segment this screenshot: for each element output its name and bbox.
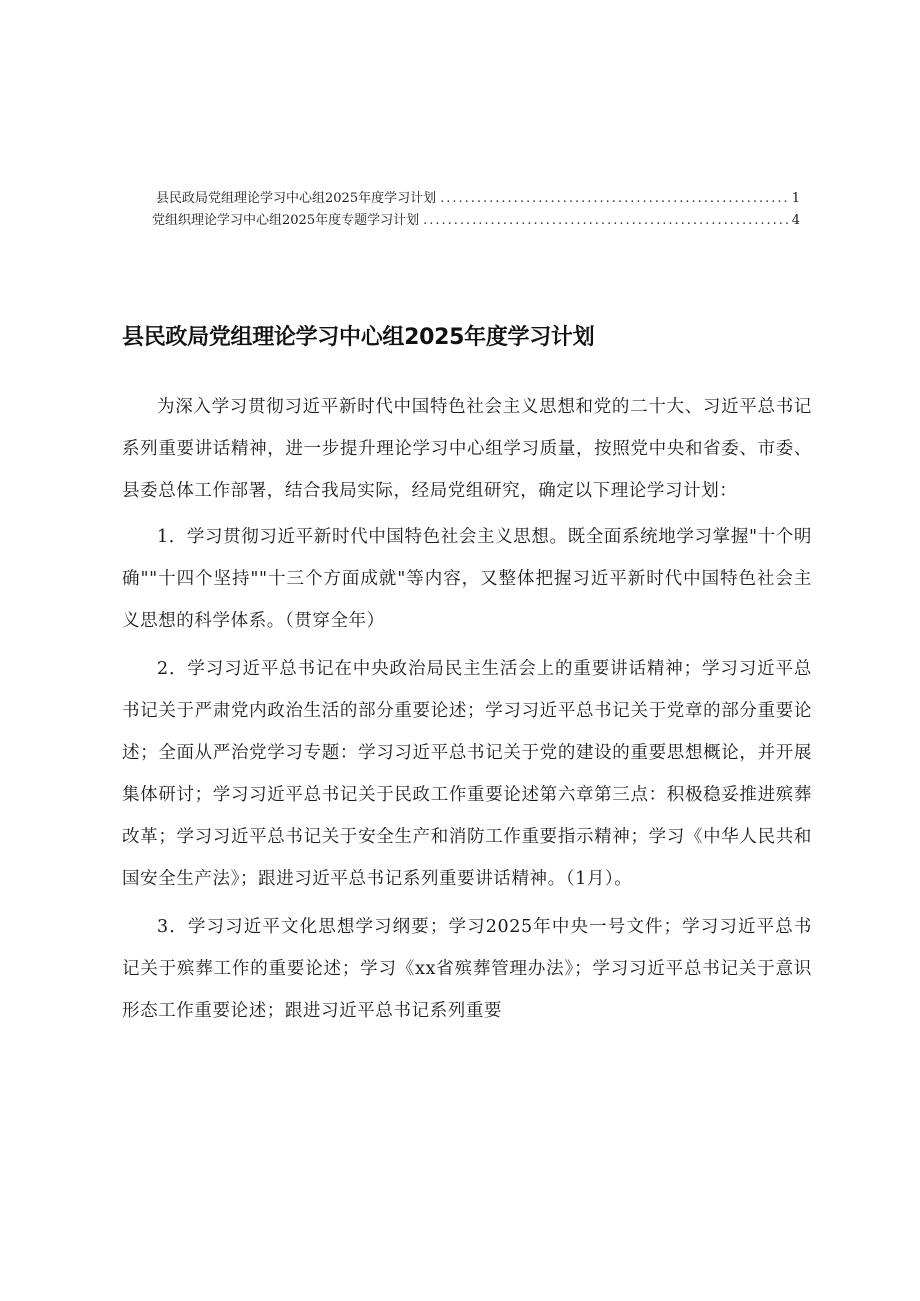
toc-entry-title: 县民政局党组理论学习中心组2025年度学习计划	[156, 191, 437, 206]
plan-item-1: 1．学习贯彻习近平新时代中国特色社会主义思想。既全面系统地学习掌握"十个明确""十四个坚持""十三个方面成就"等内容，又整体把握习近平新时代中国特色社会主义思想的科学体系。（贯穿全年）	[122, 527, 812, 631]
document-body	[122, 386, 812, 1038]
toc-entry[interactable]	[152, 188, 800, 210]
toc-entry[interactable]	[152, 210, 800, 232]
toc-leader-dots	[423, 210, 788, 232]
toc-leader-dots	[440, 188, 788, 210]
toc-entry-page: 4	[791, 213, 800, 228]
toc-entry-page: 1	[791, 191, 800, 206]
table-of-contents	[152, 188, 800, 232]
toc-entry-title: 党组织理论学习中心组2025年度专题学习计划	[152, 213, 420, 228]
document-title: 县民政局党组理论学习中心组2025年度学习计划	[122, 325, 595, 350]
plan-item-3: 3．学习习近平文化思想学习纲要；学习2025年中央一号文件；学习习近平总书记关于殡葬工作的重要论述；学习《xx省殡葬管理办法》；学习习近平总书记关于意识形态工作重要论述；跟进习近平总书记系列重要	[122, 917, 812, 1021]
plan-item-2: 2．学习习近平总书记在中央政治局民主生活会上的重要讲话精神；学习习近平总书记关于严肃党内政治生活的部分重要论述；学习习近平总书记关于党章的部分重要论述；全面从严治党学习专题：学习习近平总书记关于党的建设的重要思想概论，并开展集体研讨；学习习近平总书记关于民政工作重要论述第六章第三点：积极稳妥推进殡葬改革；学习习近平总书记关于安全生产和消防工作重要指示精神；学习《中华人民共和国安全生产法》；跟进习近平总书记系列重要讲话精神。（1月）。	[122, 659, 812, 889]
intro-paragraph: 为深入学习贯彻习近平新时代中国特色社会主义思想和党的二十大、习近平总书记系列重要讲话精神，进一步提升理论学习中心组学习质量，按照党中央和省委、市委、县委总体工作部署，结合我局实际，经局党组研究，确定以下理论学习计划：	[122, 397, 812, 501]
